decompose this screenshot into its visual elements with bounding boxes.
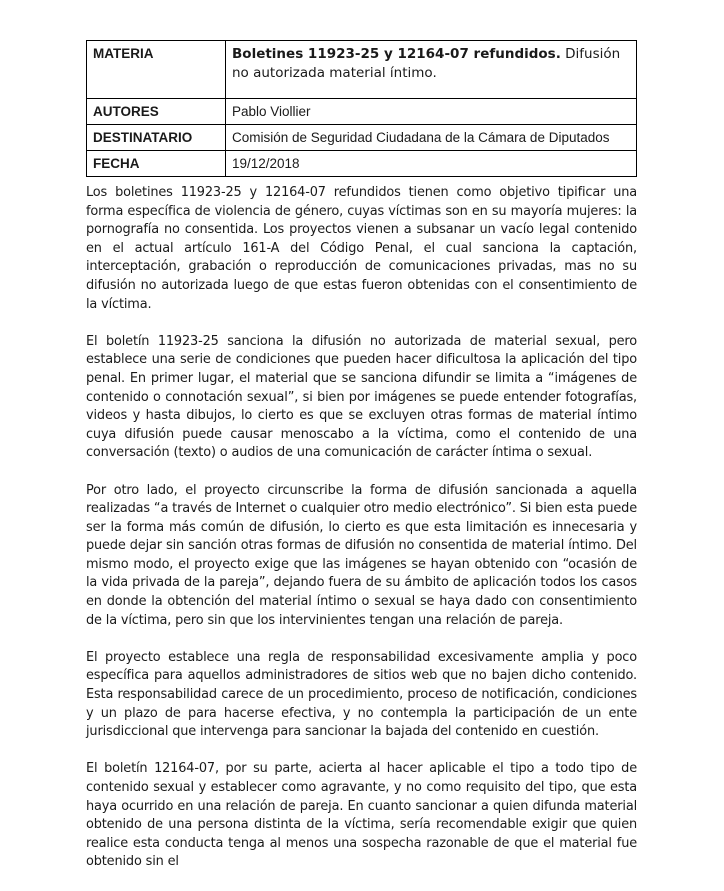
autores-value: Pablo Viollier [226,99,637,125]
materia-value-rest: Difusión no autorizada material íntimo. [232,46,621,81]
table-row-materia [87,41,637,99]
body-paragraph: Los boletines 11923-25 y 12164-07 refundidos tienen como objetivo tipificar una forma específica de violencia de género, cuyas víctimas son en su mayoría mujeres: la pornografía no consentida. Los proyectos vienen a subsanar un vacío legal contenido en el actual artículo 161-A del Código Penal, el cual sanciona la captación, interceptación, grabación o reproducción de comunicaciones privadas, mas no su difusión no autorizada luego de que estas fueron obtenidas con el consentimiento de la víctima. [86,185,637,312]
fecha-value: 19/12/2018 [226,151,637,177]
body-paragraph: El proyecto establece una regla de responsabilidad excesivamente amplia y poco específica para aquellos administradores de sitios web que no bajen dicho contenido. Esta responsabilidad carece de un procedimiento, proceso de notificación, condiciones y un plazo de para hacerse efectiva, y no contempla la participación de un ente jurisdiccional que intervenga para sancionar la bajada del contenido en cuestión. [86,649,637,740]
body-paragraph: El boletín 12164-07, por su parte, acierta al hacer aplicable el tipo a todo tipo de contenido sexual y establecer como agravante, y no como requisito del tipo, que esta haya ocurrido en una relación de pareja. En cuanto sancionar a quien difunda material obtenido de una persona distinta de la víctima, sería recomendable exigir que quien realice esta conducta tenga al menos una sospecha razonable de que el material fue obtenido sin el [86,761,637,870]
table-row-autores [87,99,637,125]
fecha-label: FECHA [87,151,226,177]
metadata-table [86,40,637,177]
autores-label: AUTORES [87,99,226,125]
table-row-fecha [87,151,637,177]
materia-value-bold: Boletines 11923-25 y 12164-07 refundidos. [232,46,561,62]
body-paragraph: Por otro lado, el proyecto circunscribe la forma de difusión sancionada a aquella realizadas “a través de Internet o cualquier otro medio electrónico”. Si bien esta puede ser la forma más común de difusión, lo cierto es que esta limitación es innecesaria y puede dejar sin sanción otras formas de difusión no consentida de material íntimo. Del mismo modo, el proyecto exige que las imágenes se hayan obtenido con “ocasión de la vida privada de la pareja”, dejando fuera de su ámbito de aplicación todos los casos en donde la obtención del material íntimo o sexual se haya dado con consentimiento de la víctima, pero sin que los intervinientes tengan una relación de pareja. [86,482,637,628]
destinatario-label: DESTINATARIO [87,125,226,151]
materia-value [226,41,637,99]
materia-label: MATERIA [87,41,226,99]
body-paragraph: El boletín 11923-25 sanciona la difusión no autorizada de material sexual, pero establece una serie de condiciones que pueden hacer dificultosa la aplicación del tipo penal. En primer lugar, el material que se sanciona difundir se limita a “imágenes de contenido o connotación sexual”, si bien por imágenes se puede entender fotografías, videos y hasta dibujos, lo cierto es que se excluyen otras formas de material íntimo cuya difusión puede causar menoscabo a la víctima, como el contenido de una conversación (texto) o audios de una comunicación de carácter íntima o sexual. [86,333,637,461]
destinatario-value: Comisión de Seguridad Ciudadana de la Cámara de Diputados [226,125,637,151]
table-row-destinatario [87,125,637,151]
document-body [86,184,637,891]
